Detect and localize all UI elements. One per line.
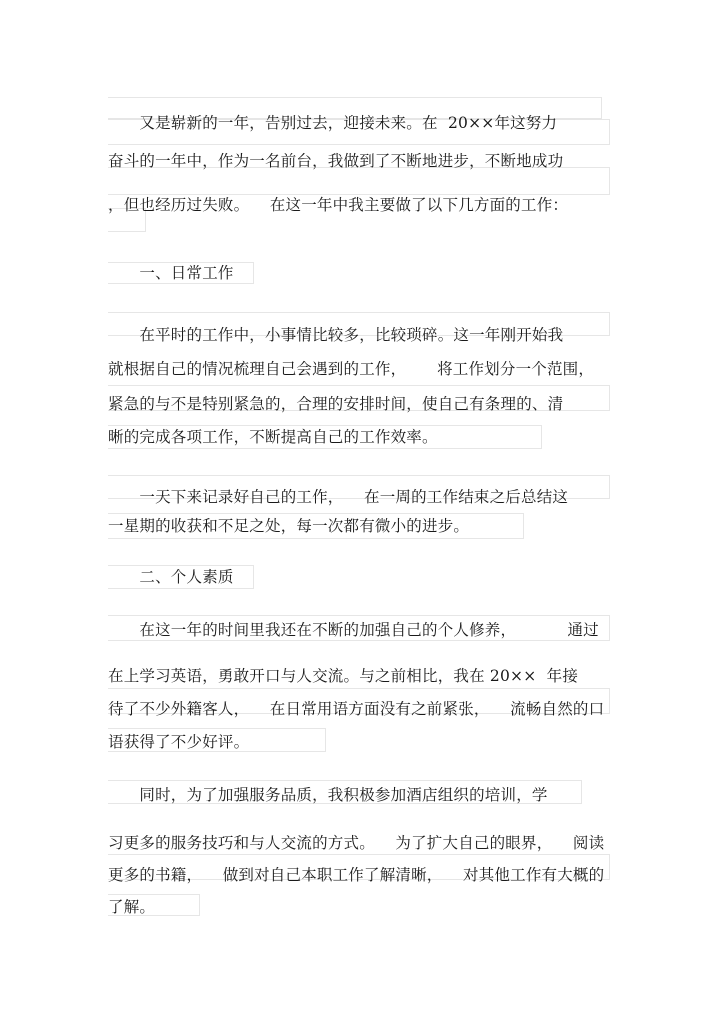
quality-para2-line-2: 习更多的服务技巧和与人交流的方式。 为了扩大自己的眼界， 阅读 xyxy=(108,834,605,852)
quality-para2-line-1: 同时，为了加强服务品质，我积极参加酒店组织的培训，学 xyxy=(108,786,548,804)
daily-para1-line-4: 晰的完成各项工作，不断提高自己的工作效率。 xyxy=(108,428,438,446)
quality-para1-line-2: 在上学习英语，勇敢开口与人交流。与之前相比，我在 20×× 年接 xyxy=(108,667,579,685)
quality-para1-line-3: 待了不少外籍客人， 在日常用语方面没有之前紧张， 流畅自然的口 xyxy=(108,700,605,718)
intro-line-1: 又是崭新的一年，告别过去，迎接未来。在 20××年这努力 xyxy=(108,114,558,132)
daily-para2-line-1: 一天下来记录好自己的工作， 在一周的工作结束之后总结这 xyxy=(108,488,569,506)
quality-para1-line-4: 语获得了不少好评。 xyxy=(108,733,250,751)
daily-para2-line-2: 一星期的收获和不足之处，每一次都有微小的进步。 xyxy=(108,517,470,535)
intro-line-2: 奋斗的一年中，作为一名前台，我做到了不断地进步，不断地成功 xyxy=(108,152,564,170)
daily-para1-line-2: 就根据自己的情况梳理自己会遇到的工作， 将工作划分一个范围， xyxy=(108,360,595,378)
quality-para2-line-3: 更多的书籍， 做到对自己本职工作了解清晰， 对其他工作有大概的 xyxy=(108,866,605,884)
section-heading-daily-work: 一、日常工作 xyxy=(108,264,234,282)
quality-para1-line-1: 在这一年的时间里我还在不断的加强自己的个人修养， 通过 xyxy=(108,621,599,639)
daily-para1-line-3: 紧急的与不是特别紧急的，合理的安排时间，使自己有条理的、清 xyxy=(108,395,564,413)
section-heading-personal-quality: 二、个人素质 xyxy=(108,568,234,586)
intro-line-3: ，但也经历过失败。 在这一年中我主要做了以下几方面的工作： xyxy=(108,196,569,214)
quality-para2-line-4: 了解。 xyxy=(108,898,156,916)
daily-para1-line-1: 在平时的工作中，小事情比较多，比较琐碎。这一年刚开始我 xyxy=(108,326,564,344)
